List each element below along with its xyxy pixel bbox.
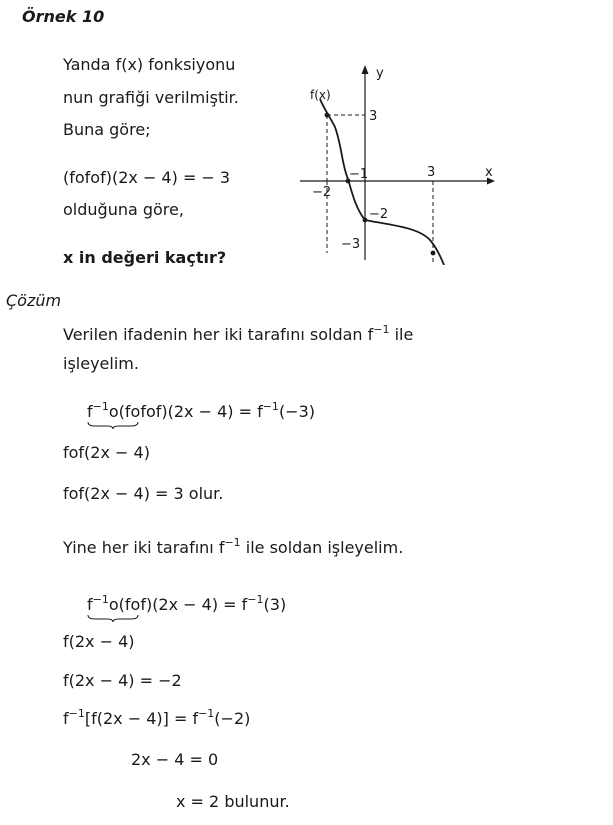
intro-text: Verilen ifadenin her iki tarafını soldan f [63, 325, 374, 344]
step-9: x = 2 bulunur. [176, 792, 290, 811]
intro-text-end: ile [394, 325, 414, 344]
step-4-mid: o(fof)(2x − 4) = f [108, 595, 248, 614]
underbrace-1 [87, 421, 139, 430]
step-1-inv-2: −1 [262, 400, 279, 413]
label-ym3: −3 [341, 237, 361, 252]
step-4-inv: −1 [92, 593, 109, 606]
problem-line-1: Yanda f(x) fonksiyonu [63, 55, 236, 74]
function-graph [290, 55, 505, 265]
example-heading: Örnek 10 [22, 7, 105, 26]
problem-line-2: nun grafiği verilmiştir. [63, 88, 239, 107]
problem-question: x in değeri kaçtır? [63, 248, 227, 267]
problem-line-3: Buna göre; [63, 120, 151, 139]
label-xm2: −2 [312, 185, 332, 200]
problem-line-5: olduğuna göre, [63, 200, 184, 219]
solution-intro [63, 325, 413, 347]
point-3-m3 [431, 251, 436, 256]
step-1-f: f [87, 402, 93, 421]
x-axis-label: x [485, 165, 493, 180]
step-1-end: (−3) [278, 402, 316, 421]
step-6: f(2x − 4) = −2 [63, 671, 182, 690]
y-axis-label: y [376, 66, 384, 81]
solution-intro-line-2: işleyelim. [63, 354, 139, 373]
step-1-inv: −1 [92, 400, 109, 413]
step-7 [63, 709, 250, 731]
step-7-inv: −1 [68, 707, 85, 720]
label-y3: 3 [369, 109, 378, 124]
function-curve [320, 99, 444, 265]
point-m2-3 [325, 113, 330, 118]
step-8: 2x − 4 = 0 [131, 750, 219, 769]
again-inv: −1 [224, 536, 241, 549]
underbrace-2 [87, 614, 139, 623]
again-text: Yine her iki tarafını f [63, 538, 225, 557]
point-0-m2 [363, 218, 368, 223]
label-ym2: −2 [369, 207, 389, 222]
again-text-end: ile soldan işleyelim. [245, 538, 404, 557]
solution-again [63, 538, 403, 560]
label-x3: 3 [427, 165, 436, 180]
step-5: f(2x − 4) [63, 632, 135, 651]
step-7-inv-2: −1 [198, 707, 215, 720]
step-4-f: f [87, 595, 93, 614]
step-7-f: f [63, 709, 69, 728]
step-3: fof(2x − 4) = 3 olur. [63, 484, 224, 503]
step-1-mid: o(fofof)(2x − 4) = f [108, 402, 263, 421]
problem-equation: (fofof)(2x − 4) = − 3 [63, 168, 231, 187]
y-axis-arrow-icon [362, 65, 369, 74]
inverse-exponent: −1 [373, 323, 390, 336]
label-xm1: −1 [349, 167, 369, 182]
step-7-end: (−2) [214, 709, 251, 728]
step-4-end: (3) [263, 595, 287, 614]
step-4-inv-2: −1 [247, 593, 264, 606]
step-2: fof(2x − 4) [63, 443, 150, 462]
solution-title: Çözüm [6, 291, 62, 310]
function-label: f(x) [310, 88, 331, 102]
step-7-mid: [f(2x − 4)] = f [84, 709, 199, 728]
